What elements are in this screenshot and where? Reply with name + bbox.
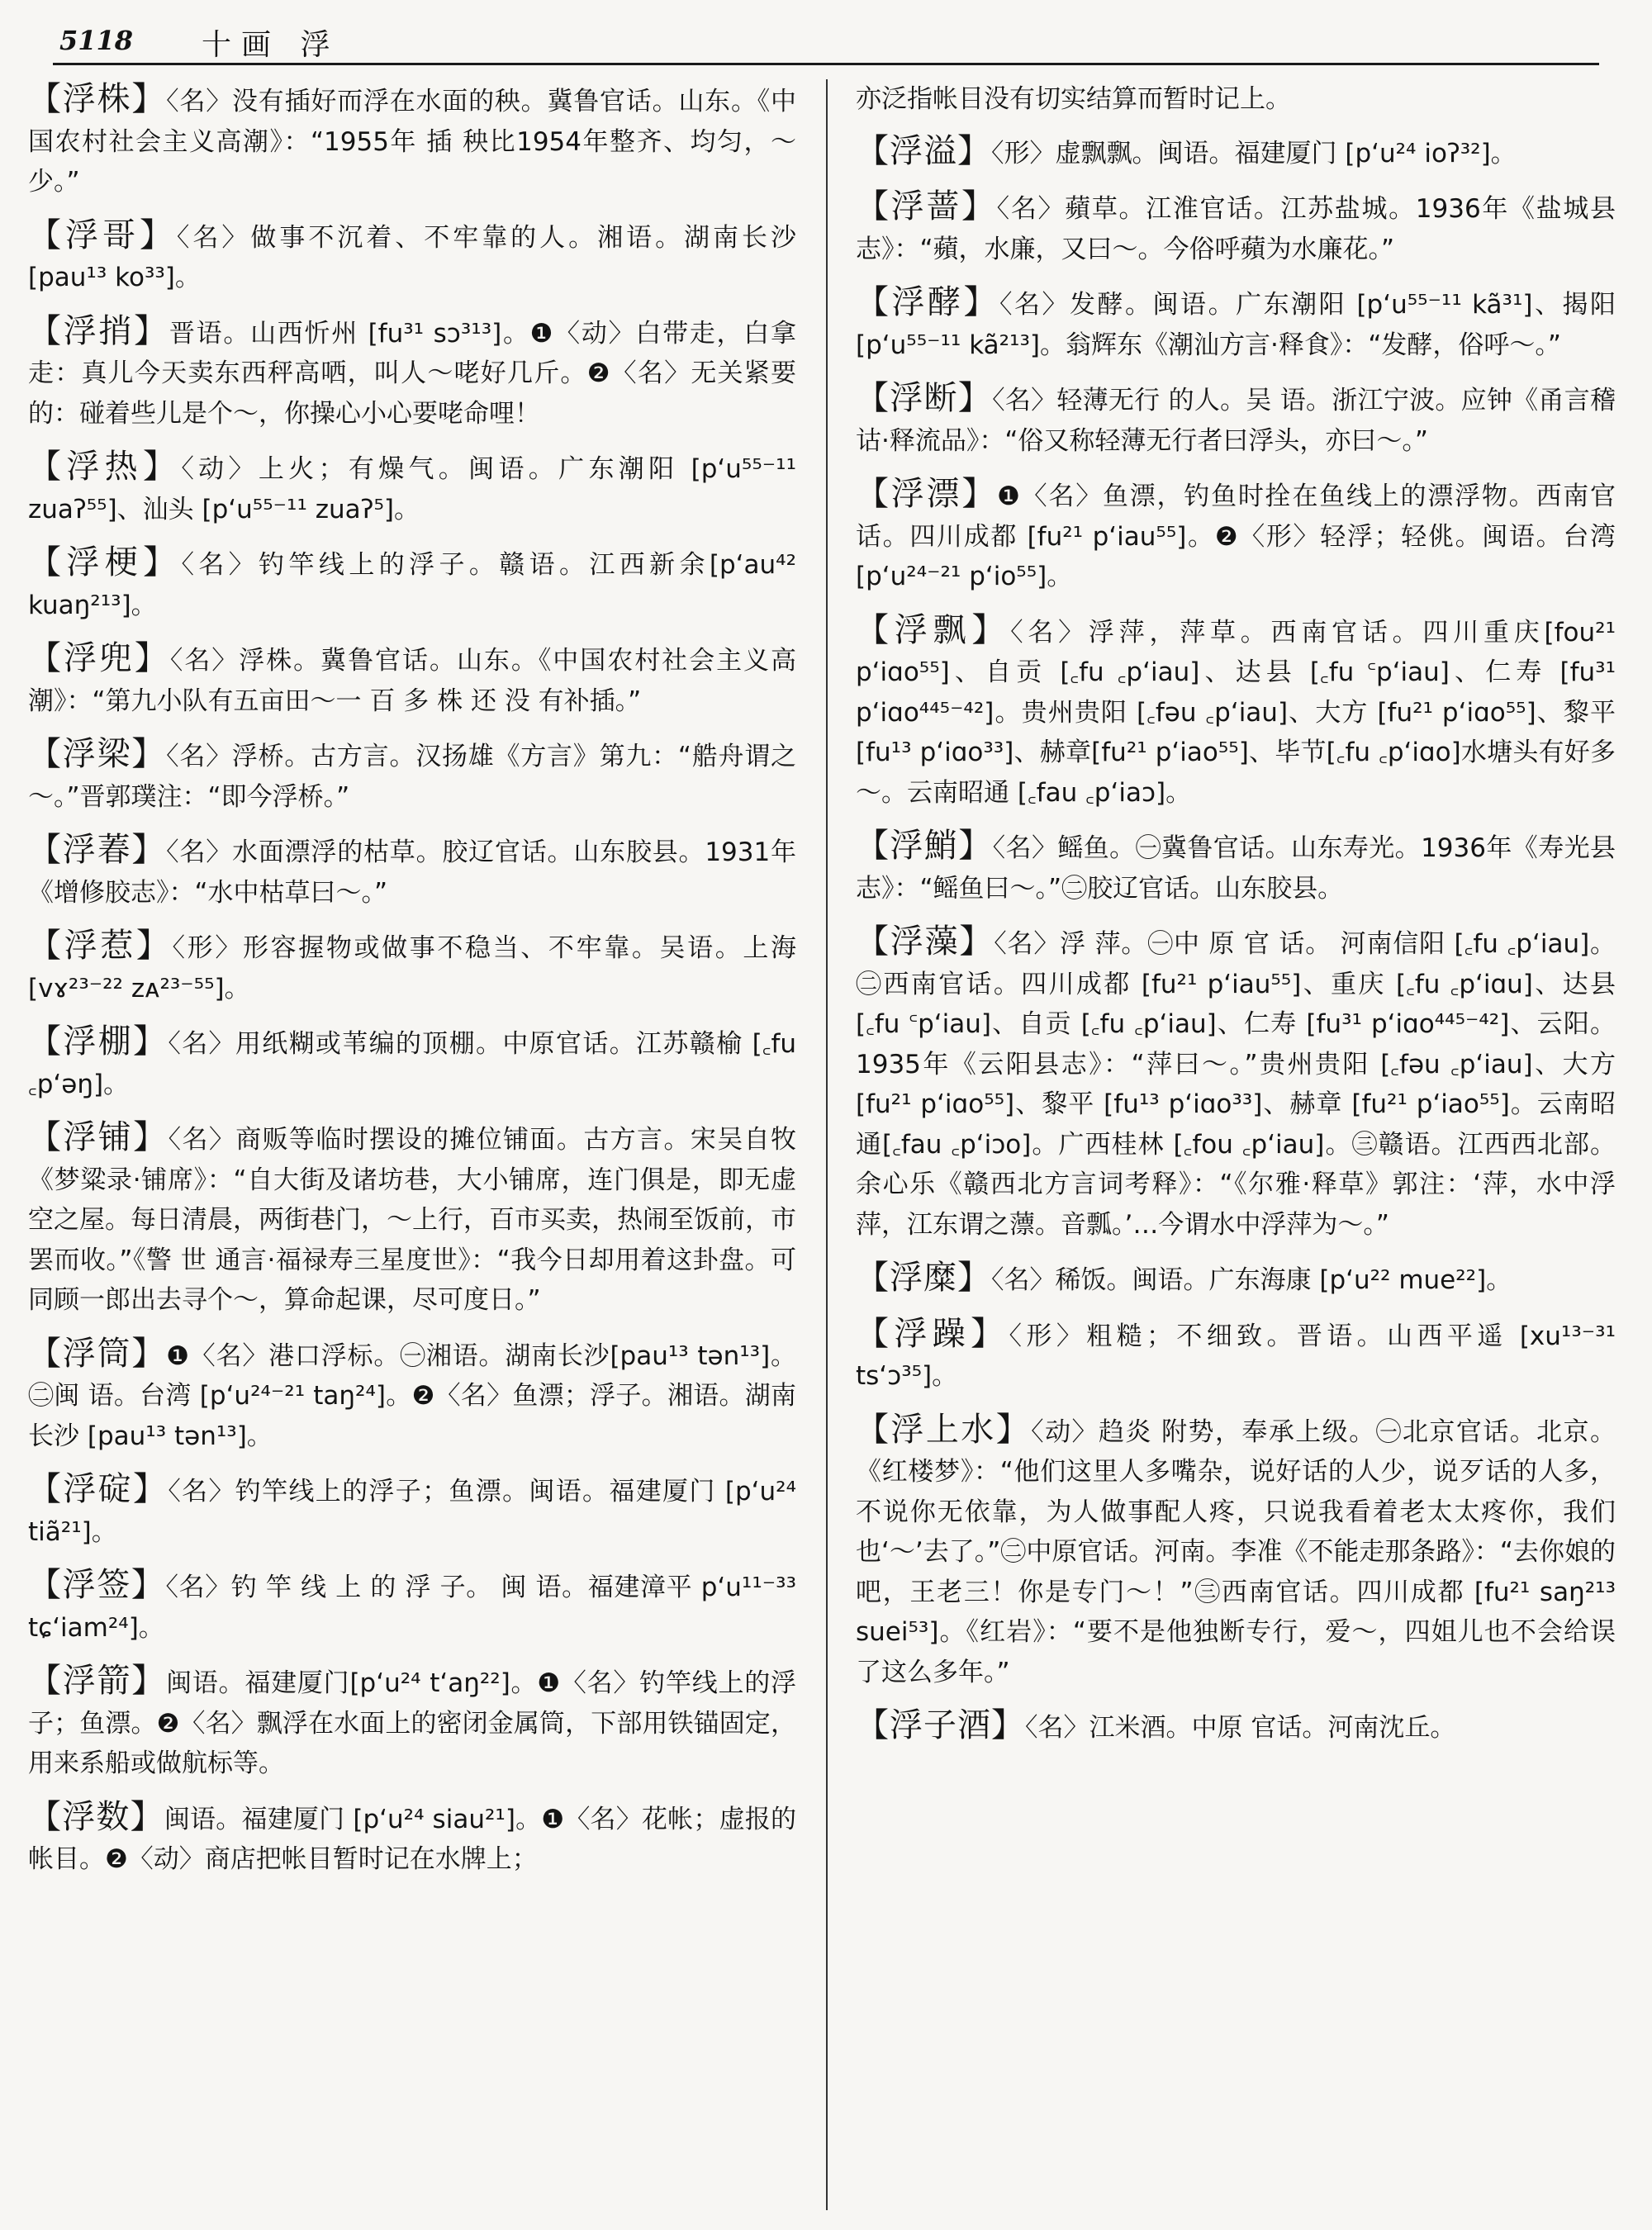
dictionary-entry	[28, 734, 796, 817]
dictionary-entry	[856, 474, 1616, 597]
dictionary-entry	[28, 926, 796, 1008]
dictionary-entry	[856, 1706, 1616, 1748]
dictionary-entry	[856, 826, 1616, 909]
dictionary-entry	[856, 131, 1616, 174]
entry-definition: ❶〈名〉鱼漂，钓鱼时拴在鱼线上的漂浮物。西南官话。四川成都 [fu²¹ pʻiau⁵⁵]。❷〈形〉轻浮；轻佻。闽语。台湾 [pʻu²⁴⁻²¹ pʻio⁵⁵]。	[856, 482, 1616, 591]
dictionary-entry	[856, 922, 1616, 1245]
entry-headword: 【浮铺】	[28, 1118, 169, 1156]
entry-definition: 〈名〉用纸糊或苇编的顶棚。中原官话。江苏赣榆 [꜀fu ꜀pʻəŋ]。	[28, 1029, 797, 1099]
entry-definition: 〈名〉钓竿线上的浮子；鱼漂。闽语。福建厦门 [pʻu²⁴ tiã²¹]。	[28, 1477, 796, 1547]
entry-definition: 〈名〉轻薄无行 的人。吴 语。浙江宁波。应钟《甬言稽诂·释流品》：“俗又称轻薄无行者曰浮头，亦曰～。”	[856, 386, 1616, 456]
entry-headword: 【浮蔷】	[856, 187, 997, 225]
right-column	[856, 79, 1616, 1762]
entry-headword: 【浮飘】	[856, 610, 1011, 649]
entry-headword: 【浮藻】	[856, 923, 995, 961]
entry-definition: 〈名〉稀饭。闽语。广东海康 [pʻu²² mue²²]。	[991, 1265, 1512, 1295]
entry-definition: 〈名〉江米酒。中原 官话。河南沈丘。	[1025, 1713, 1456, 1743]
entry-headword: 【浮漂】	[856, 475, 998, 513]
entry-headword: 【浮上水】	[856, 1410, 1032, 1449]
entry-headword: 【浮惹】	[28, 927, 173, 965]
dictionary-entry	[856, 79, 1616, 120]
entry-definition: 〈名〉浮株。冀鲁官话。山东。《中国农村社会主义高潮》：“第九小队有五亩田～一 百 多 株 还 没 有补插。”	[28, 646, 797, 716]
entry-headword: 【浮兜】	[28, 639, 170, 677]
dictionary-entry	[28, 1022, 796, 1104]
entry-headword: 【浮梁】	[28, 735, 167, 773]
dictionary-entry	[28, 638, 796, 721]
entry-headword: 【浮捎】	[28, 311, 169, 350]
dictionary-entry	[28, 1661, 796, 1784]
entry-definition: 〈名〉钓 竿 线 上 的 浮 子。 闽 语。福建漳平 pʻu¹¹⁻³³ tɕʻiam²⁴]。	[28, 1573, 797, 1643]
dictionary-entry	[28, 1117, 796, 1321]
column-divider	[826, 79, 828, 2210]
entry-definition: 〈形〉虚飘飘。闽语。福建厦门 [pʻu²⁴ ioʔ³²]。	[991, 138, 1517, 168]
dictionary-entry	[28, 1797, 796, 1880]
dictionary-entry	[856, 187, 1616, 269]
entry-headword: 【浮签】	[28, 1566, 166, 1604]
entry-definition: 〈名〉鳐鱼。㊀冀鲁官话。山东寿光。1936年《寿光县志》：“鳐鱼曰～。”㊁胶辽官话。山东胶县。	[856, 833, 1616, 904]
entry-definition: 亦泛指帐目没有切实结算而暂时记上。	[856, 84, 1291, 114]
entry-definition: 晋语。山西忻州 [fu³¹ sɔ³¹³]。❶〈动〉白带走，白拿走：真儿今天卖东西秤高哂，叫人～咾好几斤。❷〈名〉无关紧要的：碰着些儿是个～，你操心小心要咾命哩！	[28, 318, 796, 429]
page-header	[53, 18, 1599, 61]
dictionary-entry	[856, 378, 1616, 461]
entry-headword: 【浮热】	[28, 448, 182, 486]
entry-definition: 〈名〉浮萍，萍草。西南官话。四川重庆[fou²¹ pʻiɑo⁵⁵]、自贡 [꜀fu ꜀pʻiau]、达县 [꜀fu ꜂pʻiau]、仁寿 [fu³¹ pʻiɑo⁴⁴⁵⁻⁴²]。贵州贵阳 [꜀fəu ꜀pʻiau]、大方 [fu²¹ pʻiɑo⁵⁵]、黎平 [fu¹³ pʻiɑo³³]、赫章[fu²¹ pʻiao⁵⁵]、毕节[꜀fu ꜀pʻiɑo]水塘头有好多～。云南昭通 [꜀fau ꜀pʻiaɔ]。	[856, 617, 1616, 808]
dictionary-entry	[856, 1314, 1616, 1397]
entry-definition: 〈名〉没有插好而浮在水面的秧。冀鲁官话。山东。《中国农村社会主义高潮》：“1955年 插 秧比1954年整齐、均匀，～少。”	[28, 87, 797, 197]
dictionary-entry	[28, 543, 796, 625]
entry-headword: 【浮糜】	[856, 1259, 991, 1297]
entry-definition: 〈名〉水面漂浮的枯草。胶辽官话。山东胶县。1931年《增修胶志》：“水中枯草曰～。”	[28, 837, 797, 908]
entry-definition: 闽语。福建厦门[pʻu²⁴ tʻaŋ²²]。❶〈名〉钓竿线上的浮子；鱼漂。❷〈名〉飘浮在水面上的密闭金属筒，下部用铁锚固定，用来系船或做航标等。	[28, 1668, 797, 1778]
entry-headword: 【浮断】	[856, 379, 993, 417]
entry-definition: 闽语。福建厦门 [pʻu²⁴ siau²¹]。❶〈名〉花帐；虚报的帐目。❷〈动〉商店把帐目暂时记在水牌上；	[28, 1804, 797, 1874]
dictionary-entry	[28, 447, 796, 529]
entry-headword: 【浮溢】	[856, 131, 991, 170]
entry-headword: 【浮鮹】	[856, 827, 993, 865]
left-column	[28, 79, 796, 1893]
dictionary-entry	[28, 1334, 796, 1457]
dictionary-entry	[28, 830, 796, 913]
entry-definition: 〈形〉粗糙；不细致。晋语。山西平遥 [xu¹³⁻³¹ tsʻɔ³⁵]。	[856, 1321, 1616, 1391]
entry-headword: 【浮梗】	[28, 543, 182, 581]
entry-definition: 〈名〉商贩等临时摆设的摊位铺面。古方言。宋吴自牧《梦粱录·铺席》：“自大街及诸坊巷，大小铺席，连门俱是，即无虚空之屋。每日清晨，两街巷门，～上行，百市买卖，热闹至饭前，市罢而收。”《警 世 通言·福禄寿三星度世》：“我今日却用着这卦盘。可同顾一郎出去寻个～，算命起课，尽可度日。”	[28, 1125, 797, 1315]
entry-headword: 【浮数】	[28, 1797, 164, 1836]
entry-headword: 【浮株】	[28, 80, 167, 118]
running-title: 十画 浮	[202, 28, 340, 62]
entry-headword: 【浮萶】	[28, 831, 167, 869]
entry-headword: 【浮碇】	[28, 1470, 169, 1508]
entry-headword: 【浮筒】	[28, 1334, 167, 1373]
dictionary-entry	[28, 1565, 796, 1648]
entry-definition: 〈名〉浮桥。古方言。汉扬雄《方言》第九：“艁舟谓之～。”晋郭璞注：“即今浮桥。”	[28, 742, 796, 812]
header-rule	[53, 63, 1599, 65]
dictionary-entry	[28, 1469, 796, 1552]
entry-headword: 【浮酵】	[856, 283, 1000, 321]
entry-definition: ❶〈名〉港口浮标。㊀湘语。湖南长沙[pau¹³ tən¹³]。㊁闽 语。台湾 [pʻu²⁴⁻²¹ taŋ²⁴]。❷〈名〉鱼漂；浮子。湘语。湖南长沙 [pau¹³ tən¹³]。	[28, 1340, 797, 1451]
entry-headword: 【浮箭】	[28, 1662, 167, 1700]
entry-definition: 〈名〉做事不沉着、不牢靠的人。湘语。湖南长沙 [pau¹³ ko³³]。	[28, 222, 796, 292]
entry-headword: 【浮躁】	[856, 1314, 1009, 1353]
entry-definition: 〈名〉浮 萍。㊀中 原 官 话。 河南信阳 [꜀fu ꜀pʻiau]。㊁西南官话。四川成都 [fu²¹ pʻiau⁵⁵]、重庆 [꜀fu ꜀pʻiɑu]、达县 [꜀fu ꜂pʻiau]、自贡 [꜀fu ꜀pʻiau]、仁寿 [fu³¹ pʻiɑo⁴⁴⁵⁻⁴²]、云阳。1935年《云阳县志》：“萍曰～。”贵州贵阳 [꜀fəu ꜀pʻiau]、大方[fu²¹ pʻiɑo⁵⁵]、黎平 [fu¹³ pʻiɑo³³]、赫章 [fu²¹ pʻiao⁵⁵]。云南昭通[꜀fau ꜀pʻiɔo]。广西桂林 [꜀fou ꜀pʻiau]。㊂赣语。江西西北部。余心乐《赣西北方言词考释》：“《尔雅·释草》郭注：‘萍，水中浮萍，江东谓之薸。音瓢。’…今谓水中浮萍为～。”	[856, 929, 1616, 1240]
entry-definition: 〈动〉上火；有燥气。闽语。广东潮阳 [pʻu⁵⁵⁻¹¹ zuaʔ⁵⁵]、汕头 [pʻu⁵⁵⁻¹¹ zuaʔ⁵]。	[28, 454, 796, 524]
dictionary-entry	[28, 216, 796, 298]
entry-definition: 〈动〉趋炎 附势，奉承上级。㊀北京官话。北京。《红楼梦》：“他们这里人多嘴杂，说好话的人少，说歹话的人多，不说你无依靠，为人做事配人疼，只说我看着老太太疼你，我们也‘～’去了。”㊁中原官话。河南。李准《不能走那条路》：“去你娘的吧，王老三！你是专门～！”㊂西南官话。四川成都 [fu²¹ saŋ²¹³ suei⁵³]。《红岩》：“要不是他独断专行，爱～，四姐儿也不会给误了这么多年。”	[856, 1416, 1616, 1687]
dictionary-entry	[856, 1410, 1616, 1693]
entry-definition: 〈名〉钓竿线上的浮子。赣语。江西新余[pʻau⁴² kuaŋ²¹³]。	[28, 550, 797, 620]
entry-headword: 【浮棚】	[28, 1022, 169, 1060]
dictionary-entry	[28, 79, 796, 202]
dictionary-entry	[856, 282, 1616, 365]
page-number: 5118	[59, 25, 134, 56]
dictionary-entry	[856, 1258, 1616, 1301]
dictionary-entry	[28, 311, 796, 434]
entry-definition: 〈名〉发酵。闽语。广东潮阳 [pʻu⁵⁵⁻¹¹ kã³¹]、揭阳 [pʻu⁵⁵⁻¹¹ kã²¹³]。翁辉东《潮汕方言·释食》：“发酵，俗呼～。”	[856, 290, 1616, 360]
entry-headword: 【浮子酒】	[856, 1706, 1025, 1744]
entry-definition: 〈名〉蘋草。江淮官话。江苏盐城。1936年《盐城县志》：“蘋，水廉，又曰～。今俗呼蘋为水廉花。”	[856, 194, 1616, 264]
dictionary-entry	[856, 610, 1616, 814]
entry-headword: 【浮哥】	[28, 216, 177, 254]
entry-definition: 〈形〉形容握物或做事不稳当、不牢靠。吴语。上海 [vɤ²³⁻²² zᴀ²³⁻⁵⁵]。	[28, 933, 797, 1004]
